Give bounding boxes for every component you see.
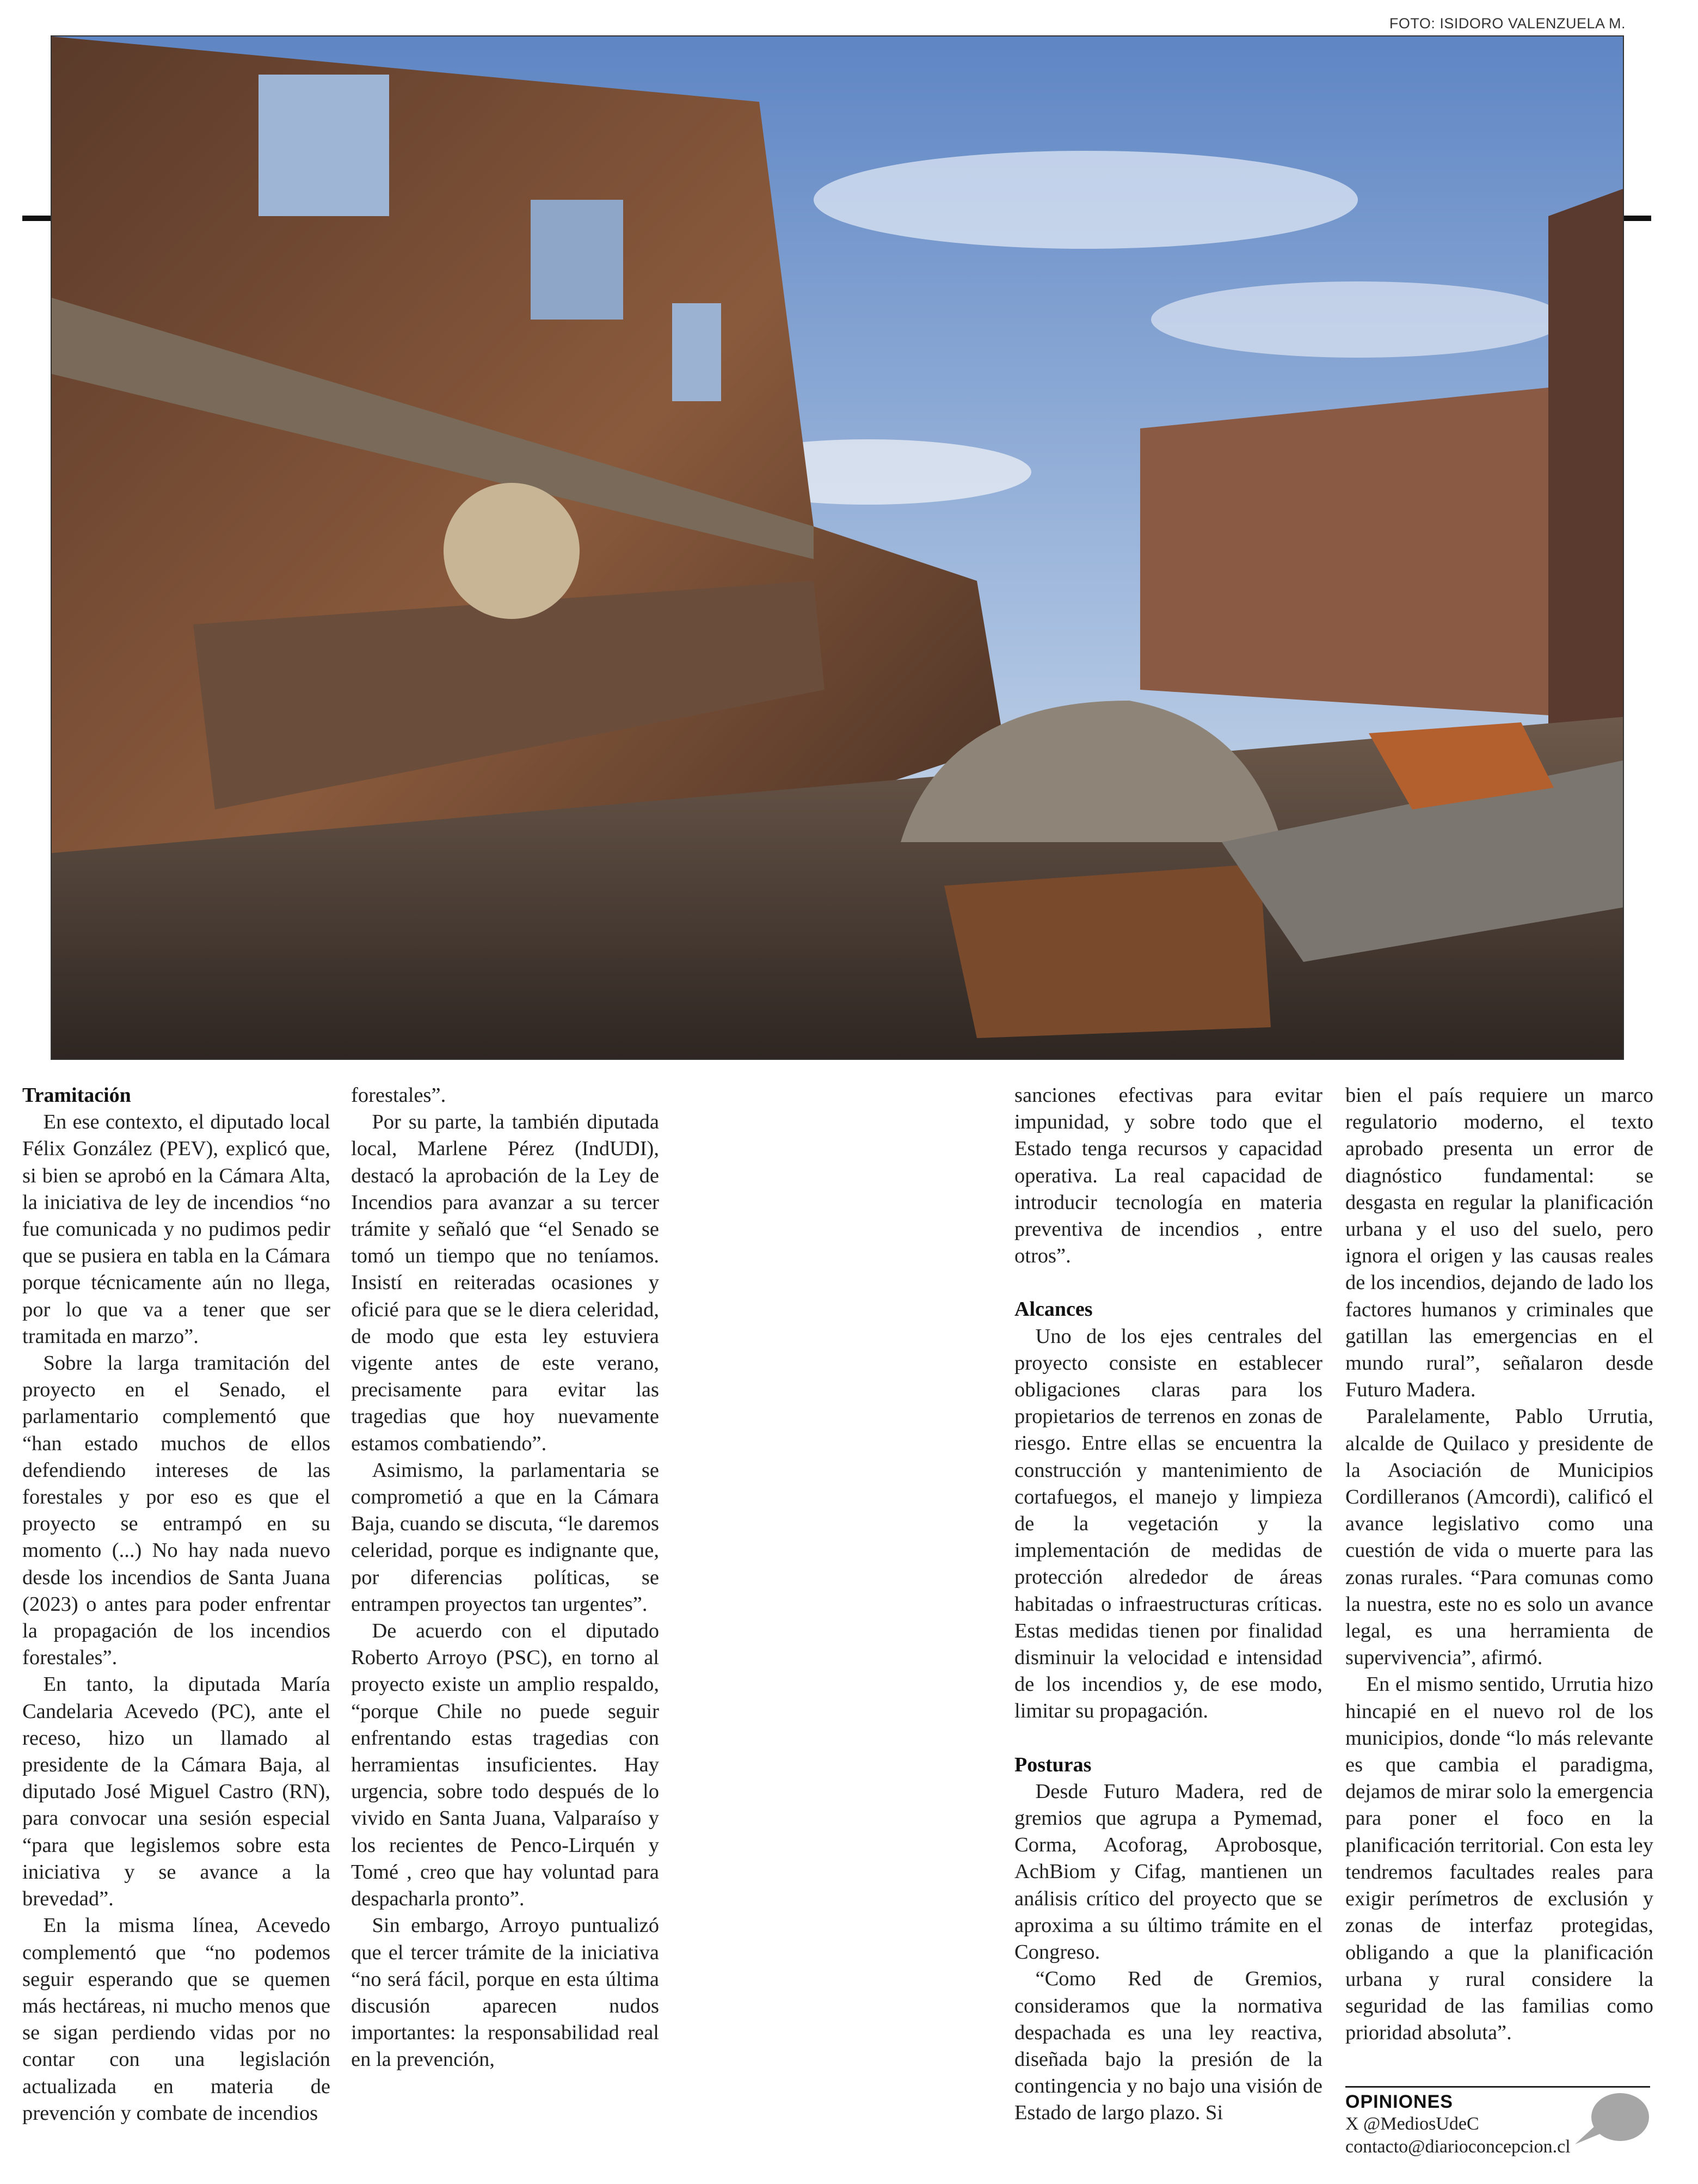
article-column-3 <box>1014 1082 1322 2127</box>
paragraph: En la misma línea, Acevedo complementó que “no podemos seguir esperando que se quemen más hectáreas, ni mucho menos que se sigan perdiendo vidas por no contar con una legislación actualizada en materia de prevención y combate de incendios <box>22 1914 330 2125</box>
speech-bubble-icon <box>1574 2093 1650 2147</box>
paragraph: Por su parte, la también diputada local, Marlene Pérez (IndUDI), destacó la aprobación de la Ley de Incendios para avanzar a su tercer trámite y señaló que “el Senado se tomó un tiempo que no teníamos. Insistí en reiteradas ocasiones y oficié para que se le diera celeridad, de modo que esta ley estuviera vigente antes de este verano, precisamente para evitar las tragedias que hoy nuevamente estamos combatiendo”. <box>351 1111 659 1455</box>
paragraph: Sin embargo, Arroyo puntualizó que el tercer trámite de la iniciativa “no será fácil, porque en esta última discusión aparecen nudos importantes: la responsabilidad real en la prevención, <box>351 1914 659 2071</box>
paragraph: Uno de los ejes centrales del proyecto consiste en establecer obligaciones claras para los propietarios de terrenos en zonas de riesgo. Entre ellas se encuentra la construcción y mantenimiento de cortafuegos, el manejo y limpieza de la vegetación y la implementación de medidas de protección alrededor de áreas habitadas o infraestructuras críticas. Estas medidas tienen por finalidad disminuir la velocidad e intensidad de los incendios y, de ese modo, limitar su propagación. <box>1014 1324 1322 1723</box>
paragraph-continuation: forestales”. <box>351 1084 446 1107</box>
article-column-4 <box>1345 1082 1653 2046</box>
twitter-handle[interactable]: X @MediosUdeC <box>1345 2114 1479 2134</box>
decorative-bar-right <box>1623 216 1651 221</box>
article-column-2 <box>351 1082 659 2073</box>
opinions-box <box>1345 2086 1650 2158</box>
paragraph-continuation: bien el país requiere un marco regulatorio moderno, el texto aprobado presenta un error de diagnóstico fundamental: se desgasta en regular la planificación urbana y el uso del suelo, pero ignora el origen y las causas reales de los incendios, dejando de lado los factores humanos y criminales que gatillan las emergencias en el mundo rural”, señalaron desde Futuro Madera. <box>1345 1084 1653 1402</box>
paragraph: En tanto, la diputada María Candelaria Acevedo (PC), ante el receso, hizo un llamado al presidente de la Cámara Baja, al diputado José Miguel Castro (RN), para convocar una sesión especial “para que legislemos sobre esta iniciativa y se avance a la brevedad”. <box>22 1673 330 1911</box>
section-heading-alcances: Alcances <box>1014 1298 1093 1321</box>
paragraph-continuation: sanciones efectivas para evitar impunidad, y sobre todo que el Estado tenga recursos y capacidad operativa. La real capacidad de introducir tecnología en materia preventiva de incendios , entre otros”. <box>1014 1084 1322 1268</box>
paragraph: En el mismo sentido, Urrutia hizo hincapié en el nuevo rol de los municipios, donde “lo más relevante es que cambia el paradigma, dejamos de mirar solo la emergencia para poner el foco en la planificación territorial. Con esta ley tendremos facultades reales para exigir perímetros de exclusión y zonas de interfaz protegidas, obligando a que la planificación urbana y rural considere la seguridad de las familias como prioridad absoluta”. <box>1345 1673 1653 2045</box>
photo-credit: FOTO: ISIDORO VALENZUELA M. <box>1389 15 1626 32</box>
divider <box>1345 2086 1650 2088</box>
paragraph: “Como Red de Gremios, consideramos que la normativa despachada es una ley reactiva, diseñada bajo la presión de la contingencia y no bajo una visión de Estado de largo plazo. Si <box>1014 1967 1322 2125</box>
opinions-title: OPINIONES <box>1345 2091 1453 2112</box>
paragraph: De acuerdo con el diputado Roberto Arroyo (PSC), en torno al proyecto existe un amplio respaldo, “porque Chile no puede seguir enfrentando estas tragedias con herramientas insuficientes. Hay urgencia, sobre todo después de lo vivido en Santa Juana, Valparaíso y los recientes de Penco-Lirquén y Tomé , creo que hay voluntad para despacharla pronto”. <box>351 1619 659 1911</box>
section-heading-tramitacion: Tramitación <box>22 1084 131 1107</box>
decorative-bar-left <box>22 216 51 221</box>
paragraph: Sobre la larga tramitación del proyecto en el Senado, el parlamentario complementó que “han estado muchos de ellos defendiendo intereses de las forestales y por eso es que el proyecto se entrampó en su momento (...) No hay nada nuevo desde los incendios de Santa Juana (2023) o antes para poder enfrentar la propagación de los incendios forestales”. <box>22 1352 330 1670</box>
paragraph: Desde Futuro Madera, red de gremios que agrupa a Pymemad, Corma, Acoforag, Aprobosque, AchBiom y Cifag, mantienen un análisis crítico del proyecto que se aproxima a su último trámite en el Congreso. <box>1014 1780 1322 1964</box>
paragraph: En ese contexto, el diputado local Félix González (PEV), explicó que, si bien se aprobó en la Cámara Alta, la iniciativa de ley de incendios “no fue comunicada y no pudimos pedir que se pusiera en tabla en la Cámara porque técnicamente aún no llega, por lo que va a tener que ser tramitada en marzo”. <box>22 1111 330 1348</box>
contact-email[interactable]: contacto@diarioconcepcion.cl <box>1345 2137 1571 2157</box>
section-heading-posturas: Posturas <box>1014 1753 1092 1776</box>
article-column-1 <box>22 1082 330 2127</box>
paragraph: Asimismo, la parlamentaria se comprometió a que en la Cámara Baja, cuando se discuta, “le daremos celeridad, porque es indignante que, por diferencias políticas, se entrampen proyectos tan urgentes”. <box>351 1458 659 1616</box>
burned-houses-photo <box>51 35 1624 1060</box>
paragraph: Paralelamente, Pablo Urrutia, alcalde de Quilaco y presidente de la Asociación de Municipios Cordilleranos (Amcordi), calificó el avance legislativo como una cuestión de vida o muerte para las zonas rurales. “Para comunas como la nuestra, este no es solo un avance legal, es una herramienta de supervivencia”, afirmó. <box>1345 1405 1653 1670</box>
